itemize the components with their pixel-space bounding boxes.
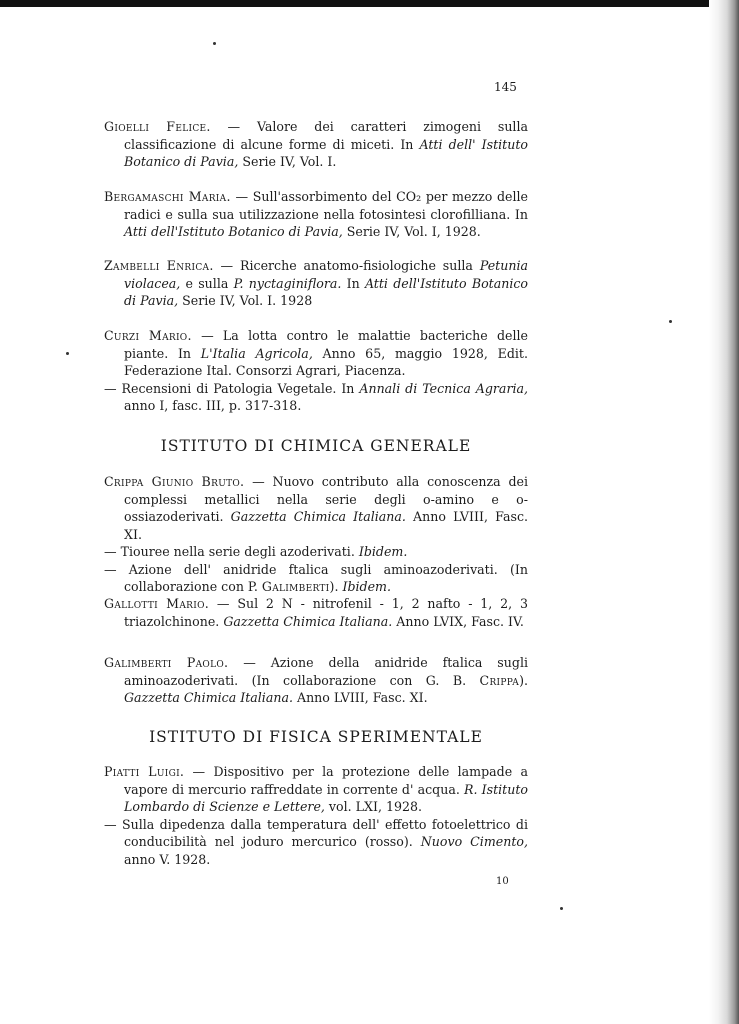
scan-page-edge: [709, 0, 739, 1024]
entry-journal: Gazzetta Chimica Italiana.: [230, 509, 406, 524]
entry-journal: Atti dell'Istituto Botanico di Pavia,: [124, 275, 528, 308]
entry-text: — Sull'assorbimento del CO₂ per mezzo delle radici e sulla sua utilizzazione nella fotosintesi clorofilliana. In: [124, 189, 529, 222]
entry-journal: Atti dell' Istituto Botanico di Pavia,: [124, 136, 528, 169]
entry-text: — Tiouree nella serie degli azoderivati.: [104, 544, 359, 559]
entry-journal: Annali di Tecnica Agraria,: [359, 380, 528, 396]
bibliography-entry: [104, 654, 528, 707]
entry-author: Curzi Mario.: [104, 328, 192, 343]
page-number: 145: [494, 80, 517, 94]
entry-tail: ).: [329, 579, 343, 594]
entry-tail: anno I, fasc. III, p. 317-318.: [124, 398, 302, 413]
entry-journal: L'Italia Agricola,: [200, 345, 313, 361]
entry-tail-2: Anno LVIII, Fasc. XI.: [292, 690, 428, 705]
entry-text: — Sul 2 N - nitrofenil - 1, 2 nafto - 1, 2, 3 triazolchinone.: [124, 596, 528, 629]
bibliography-entry: [104, 473, 528, 596]
entry-text: — Recensioni di Patologia Vegetale. In: [104, 380, 360, 396]
entry-tail: Serie IV, Vol. I, 1928.: [342, 224, 481, 239]
entry-journal: Ibidem.: [358, 544, 408, 559]
entry-author: Zambelli Enrica.: [104, 258, 214, 273]
bibliography-entry: [104, 327, 528, 415]
entry-author: Bergamaschi Maria.: [104, 189, 231, 204]
entry-coauthor: Galimberti: [261, 579, 330, 594]
entry-text: — Valore dei caratteri zimogeni sulla classificazione di alcune forme di miceti. In: [124, 119, 528, 152]
entry-text: — Sulla dipedenza dalla temperatura dell' effetto fotoelettrico di conducibilità nel joduro mercurico (rosso).: [104, 816, 528, 849]
entry-text: — La lotta contro le malattie bacteriche delle piante. In: [124, 328, 528, 361]
entry-tail: e sulla: [180, 275, 234, 291]
section-heading: ISTITUTO DI CHIMICA GENERALE: [160, 437, 472, 455]
entry-tail: ).: [519, 672, 528, 688]
scan-speck: [669, 320, 672, 323]
entry-tail: Serie IV, Vol. I.: [238, 154, 337, 169]
scan-speck: [213, 42, 216, 45]
entry-text: — Ricerche anatomo-fisiologiche sulla: [213, 258, 480, 273]
entry-tail-2: In: [341, 275, 365, 291]
entry-author: Gallotti Mario.: [104, 596, 210, 611]
entry-tail: vol. LXI, 1928.: [324, 799, 423, 814]
entry-author: Crippa Giunio Bruto.: [104, 474, 245, 489]
entry-author: Gioelli Felice.: [104, 119, 211, 134]
entry-author: Galimberti Paolo.: [104, 655, 229, 670]
entry-tail: Anno LVIX, Fasc. IV.: [392, 613, 524, 629]
entry-species: Petunia violacea,: [124, 258, 528, 291]
entry-journal: Gazzetta Chimica Italiana.: [223, 613, 393, 629]
entry-journal: R. Istituto Lombardo di Scienze e Lettere,: [124, 781, 528, 814]
bibliography-entry: [104, 118, 528, 171]
entry-text: — Dispositivo per la protezione delle lampade a vapore di mercurio raffreddate in corrente d' acqua.: [124, 764, 528, 797]
entry-journal: Atti dell'Istituto Botanico di Pavia,: [124, 224, 343, 239]
bibliography-entry: [104, 763, 528, 868]
bibliography-entry: [104, 257, 528, 310]
scan-speck: [560, 907, 563, 910]
entry-species-2: P. nyctaginiflora.: [233, 275, 342, 291]
entry-text: — Nuovo contributo alla conoscenza dei complessi metallici nella serie degli o-amino e o-ossiazoderivati.: [124, 474, 528, 524]
entry-coauthor: Crippa: [479, 672, 520, 688]
bibliography-entry: [104, 595, 528, 630]
signature-mark: 10: [496, 876, 509, 887]
entry-journal: Ibidem.: [342, 579, 391, 594]
section-heading: ISTITUTO DI FISICA SPERIMENTALE: [149, 728, 483, 746]
entry-tail-3: Serie IV, Vol. I. 1928: [178, 293, 313, 308]
entry-tail: Anno 65, maggio 1928, Edit. Federazione Ital. Consorzi Agrari, Piacenza.: [124, 345, 528, 378]
entry-journal: Gazzetta Chimica Italiana.: [124, 690, 293, 705]
entry-text: — Azione dell' anidride ftalica sugli aminoazoderivati. (In collaborazione con P.: [104, 561, 528, 594]
entry-tail: Anno LVIII, Fasc. XI.: [124, 509, 528, 542]
scan-top-border: [0, 0, 739, 7]
bibliography-entry: [104, 188, 528, 241]
entry-text: — Azione della anidride ftalica sugli aminoazoderivati. (In collaborazione con G. B.: [124, 655, 529, 688]
entry-author: Piatti Luigi.: [104, 764, 185, 779]
scan-speck: [66, 352, 69, 355]
entry-journal: Nuovo Cimento,: [420, 834, 528, 849]
entry-tail: anno V. 1928.: [124, 851, 211, 867]
